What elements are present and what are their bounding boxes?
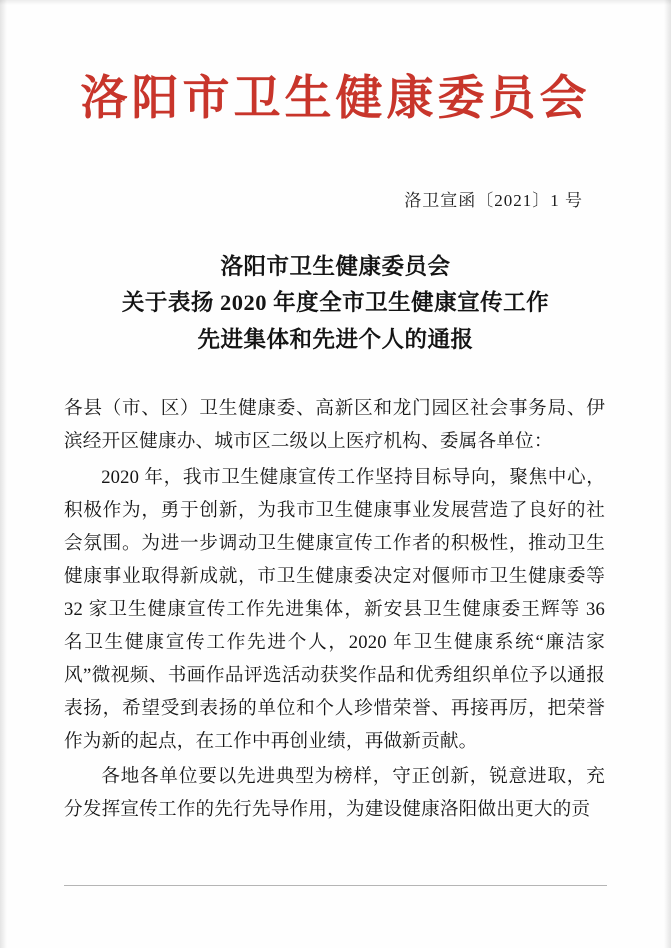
document-title (0, 249, 671, 358)
document-title-line-3: 先进集体和先进个人的通报 (197, 326, 474, 352)
document-number: 洛卫宣函〔2021〕1 号 (404, 191, 583, 211)
document-paragraph-addressee: 各县（市、区）卫生健康委、高新区和龙门园区社会事务局、伊滨经开区健康办、城市区二级以上医疗机构、委属各单位： (64, 398, 605, 453)
document-paragraph-body-2: 各地各单位要以先进典型为榜样，守正创新，锐意进取，充分发挥宣传工作的先行先导作用，为建设健康洛阳做出更大的贡 (64, 766, 605, 821)
document-title-line-2: 关于表扬 2020 年度全市卫生健康宣传工作 (121, 290, 550, 316)
letterhead-organization-title: 洛阳市卫生健康委员会 (80, 73, 591, 125)
letterhead (0, 0, 671, 126)
document-title-line-1: 洛阳市卫生健康委员会 (220, 254, 451, 280)
document-paragraph-body-1: 2020 年，我市卫生健康宣传工作坚持目标导向，聚焦中心，积极作为，勇于创新，为我市卫生健康事业发展营造了良好的社会氛围。为进一步调动卫生健康宣传工作者的积极性，推动卫生健康事业取得新成就，市卫生健康委决定对偃师市卫生健康委等 32 家卫生健康宣传工作先进集体，新安县卫生健康委王辉等 36 名卫生健康宣传工作先进个人，2020 年卫生健康系统“廉洁家风”微视频、书画作品评选活动获奖作品和优秀组织单位予以通报表扬，希望受到表扬的单位和个人珍惜荣誉、再接再厉，把荣誉作为新的起点，在工作中再创业绩，再做新贡献。 (64, 466, 605, 753)
footer-divider (64, 885, 607, 886)
document-body (0, 392, 671, 826)
document-number-row (0, 186, 671, 211)
